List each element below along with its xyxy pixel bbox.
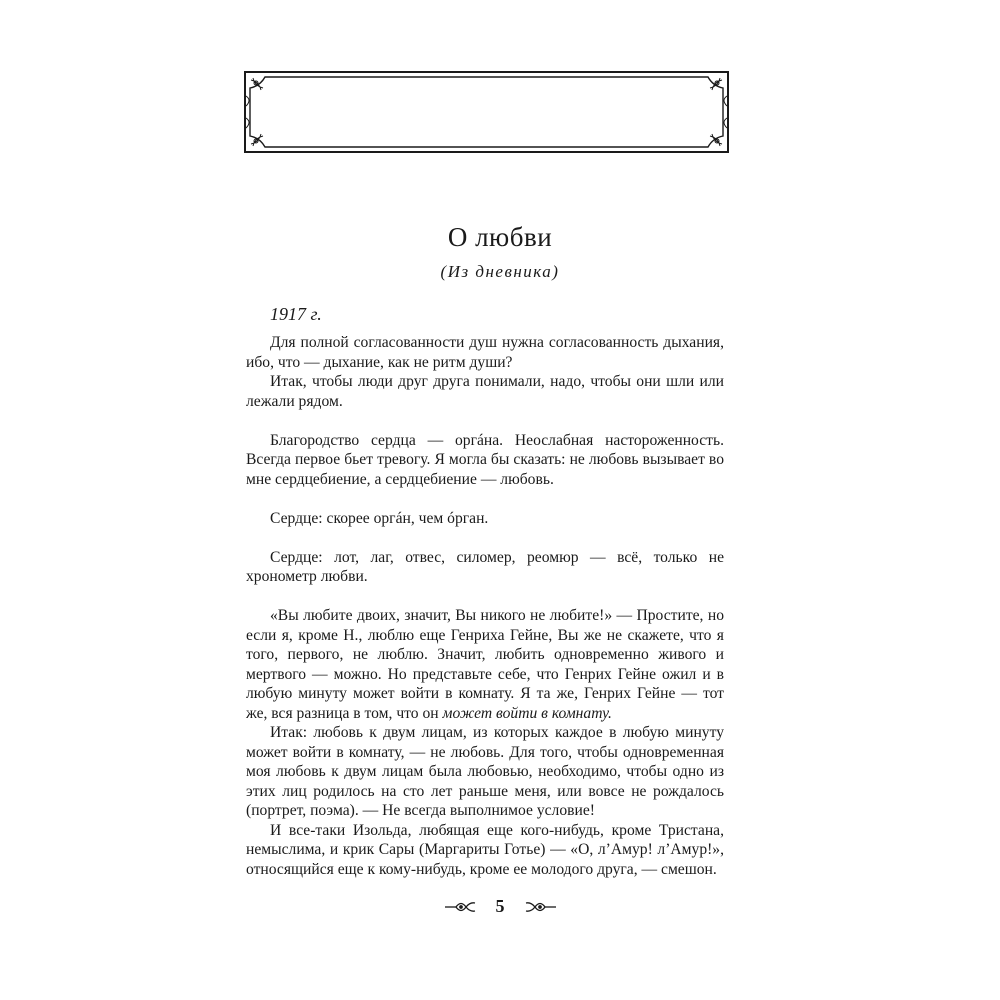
fleuron-left-icon	[444, 900, 478, 914]
paragraph-text: «Вы любите двоих, значит, Вы никого не любите!» — Простите, но если я, кроме Н., люблю еще Генриха Гейне, Вы же не скажете, что я того, первого, не люблю. Значит, любить одновременно живого и мертвого — можно. Но представьте себе, что Генрих Гейне ожил и в любую минуту может войти в комнату. Я та же, Генрих Гейне — тот же, вся разница в том, что он	[246, 607, 724, 722]
paragraph-emphasis: может войти в комнату.	[442, 704, 612, 722]
paragraph: Итак: любовь к двум лицам, из которых каждое в любую минуту может войти в комнату, — не любовь. Для того, чтобы одновременная моя любовь к двум лицам была любовью, необходимо, чтобы одно из этих лиц родилось на сто лет раньше меня, или вовсе не рождалось (портрет, поэма). — Не всегда выполнимое условие!	[246, 724, 724, 819]
paragraph: Сердце: скорее оргáн, чем óрган.	[270, 509, 489, 527]
fleuron-right-icon	[523, 900, 557, 914]
paragraph: Благородство сердца — оргáна. Неослабная настороженность. Всегда первое бьет тревогу. Я могла бы сказать: не любовь вызывает во мне сердцебиение, а сердцебиение — любовь.	[246, 431, 724, 488]
section-gap	[246, 587, 724, 607]
diary-date: 1917 г.	[270, 304, 322, 324]
page-number: 5	[495, 896, 505, 916]
section-gap	[246, 489, 724, 509]
paragraph	[246, 606, 724, 723]
essay-subtitle: (Из дневника)	[440, 262, 560, 281]
paragraph: Для полной согласованности душ нужна согласованность дыхания, ибо, что — дыхание, как не ритм души?	[246, 334, 724, 371]
paragraph: Итак, чтобы люди друг друга понимали, надо, чтобы они шли или лежали рядом.	[246, 373, 724, 410]
essay-body	[246, 333, 724, 879]
paragraph: И все-таки Изольда, любящая еще кого-нибудь, кроме Тристана, немыслима, и крик Сары (Маргариты Готье) — «О, л’Амур! л’Амур!», относящийся еще к кому-нибудь, кроме ее молодого друга, — смешон.	[246, 821, 724, 878]
section-gap	[246, 528, 724, 548]
page-footer	[0, 896, 1000, 917]
paragraph: Сердце: лот, лаг, отвес, силомер, реомюр — всё, только не хронометр любви.	[246, 548, 724, 585]
essay-title: О любви	[447, 222, 553, 252]
ornamental-header-frame	[243, 70, 730, 154]
section-gap	[246, 411, 724, 431]
